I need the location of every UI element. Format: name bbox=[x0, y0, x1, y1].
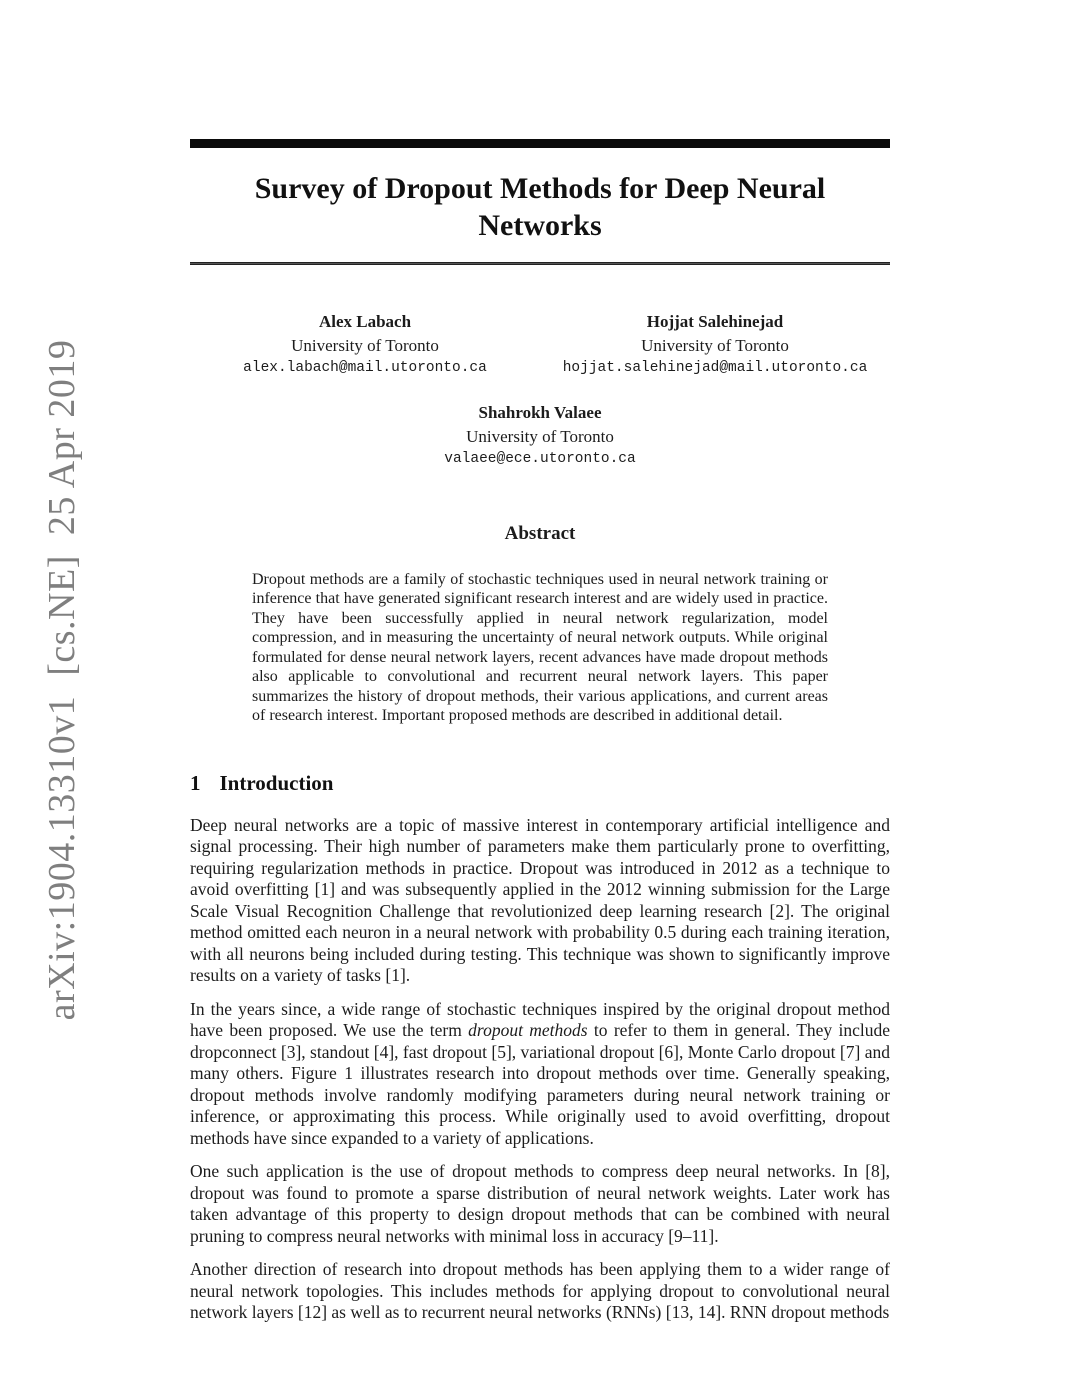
intro-paragraph-2: In the years since, a wide range of stochastic techniques inspired by the original dropout method have been proposed. We use the term dropout methods to refer to them in general. They include dropconnect [3], standout [4], fast dropout [5], variational dropout [6], Monte Carlo dropout [7] and many others. Figure 1 illustrates research into dropout methods over time. Generally speaking, dropout methods involve randomly modifying parameters during neural network training or inference, or approximating this process. While originally used to avoid overfitting, dropout methods have since expanded to a variety of applications. bbox=[190, 998, 890, 1148]
paper-title bbox=[190, 171, 890, 244]
intro-paragraph-4: Another direction of research into dropout methods has been applying them to a wider range of neural network topologies. This includes methods for applying dropout to convolutional neural network layers [12] as well as to recurrent neural networks (RNNs) [13, 14]. RNN dropout methods bbox=[190, 1259, 890, 1323]
title-rule-top bbox=[190, 139, 890, 148]
authors-block bbox=[190, 312, 890, 377]
author-name: Alex Labach bbox=[318, 312, 412, 332]
paper-title-line2: Networks bbox=[478, 208, 602, 242]
author-email: valaee@ece.utoronto.ca bbox=[444, 451, 636, 468]
paper-page bbox=[190, 0, 890, 1324]
author-name: Hojjat Salehinejad bbox=[646, 312, 784, 332]
author-affiliation: University of Toronto bbox=[466, 426, 614, 446]
author-email: alex.labach@mail.utoronto.ca bbox=[243, 359, 487, 376]
abstract-text: Dropout methods are a family of stochastic techniques used in neural network training or inference that have generated significant research interest and are widely used in practice. They have been successfully applied in neural network regularization, model compression, and in measuring the uncertainty of neural network outputs. While original formulated for dense neural network layers, recent advances have made dropout methods also applicable to convolutional and recurrent neural network layers. This paper summarizes the history of dropout methods, their various applications, and current areas of research interest. Important proposed methods are described in additional detail. bbox=[252, 570, 828, 725]
author-card-3 bbox=[190, 403, 890, 468]
intro-paragraph-3: One such application is the use of dropout methods to compress deep neural networks. In [8], dropout was found to promote a sparse distribution of neural network weights. Later work has taken advantage of this property to design dropout methods that can be combined with neural pruning to compress neural networks with minimal loss in accuracy [9–11]. bbox=[190, 1161, 890, 1246]
section-number: 1 bbox=[190, 770, 201, 795]
section-heading-introduction bbox=[190, 771, 890, 796]
intro-paragraph-1: Deep neural networks are a topic of massive interest in contemporary artificial intelligence and signal processing. Their high number of parameters make them particularly prone to overfitting, requiring regularization methods in practice. Dropout was introduced in 2012 as a technique to avoid overfitting [1] and was subsequently applied in the 2012 winning submission for the Large Scale Visual Recognition Challenge that revolutionized deep learning research [2]. The original method omitted each neuron in a neural network with probability 0.5 during each training iteration, with all neurons being included during testing. This technique was shown to significantly improve results on a variety of tasks [1]. bbox=[190, 814, 890, 986]
author-affiliation: University of Toronto bbox=[641, 335, 789, 355]
title-rule-bottom bbox=[190, 262, 890, 265]
section-title: Introduction bbox=[219, 770, 334, 795]
author-name: Shahrokh Valaee bbox=[478, 403, 602, 423]
author-card-1 bbox=[190, 312, 540, 377]
abstract-heading: Abstract bbox=[504, 522, 576, 544]
paper-title-line1: Survey of Dropout Methods for Deep Neural bbox=[254, 172, 826, 205]
arxiv-watermark: arXiv:1904.13310v1 [cs.NE] 25 Apr 2019 bbox=[41, 339, 83, 1021]
author-email: hojjat.salehinejad@mail.utoronto.ca bbox=[562, 359, 868, 376]
author-card-2 bbox=[540, 312, 890, 377]
author-affiliation: University of Toronto bbox=[291, 335, 439, 355]
